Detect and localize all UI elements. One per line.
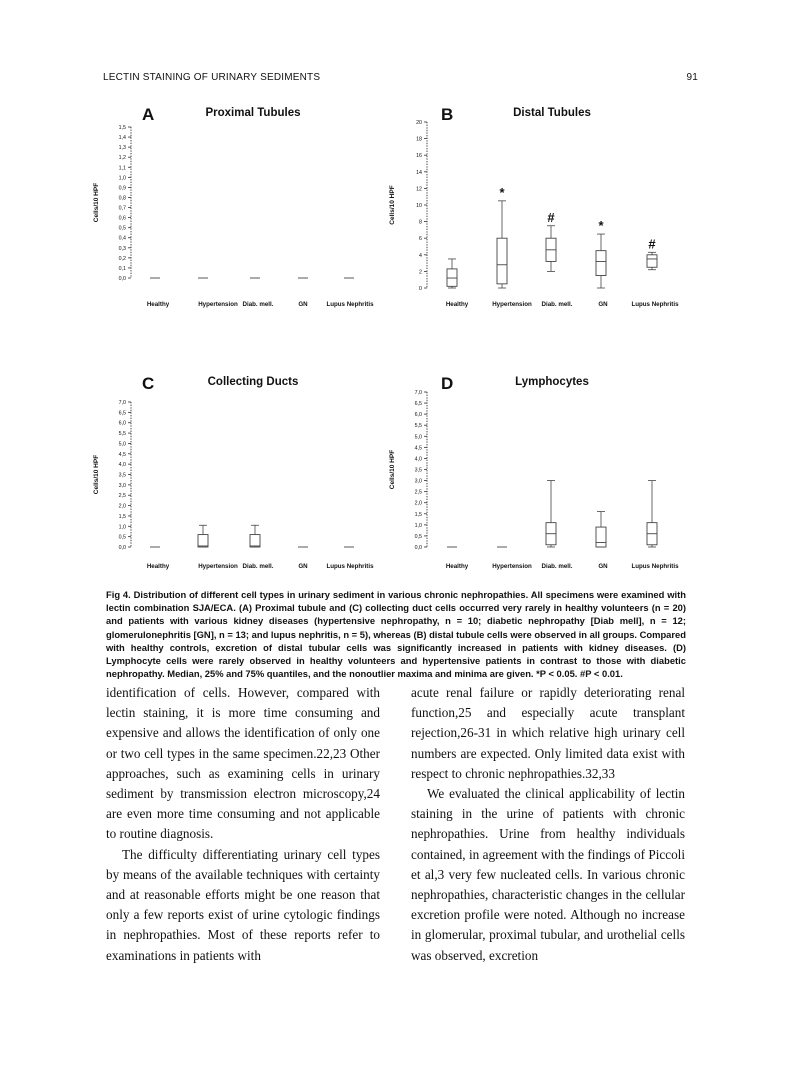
y-tick-label: 16 [416,153,422,160]
y-tick-label: 6,5 [118,410,126,417]
box-iqr [250,535,260,547]
y-tick-label: 1,0 [414,522,422,529]
box-iqr [596,527,606,547]
significance-mark: * [499,184,505,200]
x-category-label: Hypertension [198,301,238,308]
y-tick-label: 0,0 [118,276,126,282]
figure-caption: Fig 4. Distribution of different cell types in urinary sediment in various chronic nephropathies. All specimens were examined with lectin combination SJA/ECA. (A) Proximal tubule and (C) collecting duct cells occurred very rarely in healthy volunteers (n = 20) and patients with various kidney diseases (hypertensive nephropathy, n = 10; diabetic nephropathy [Diab mell], n = 12; glomerulonephritis [GN], n = 13; and lupus nephritis, n = 5), whereas (B) distal tubule cells were observed in all groups. Compared with healthy controls, excretion of distal tubular cells was significantly increased in patients with kidney diseases. (D) Lymphocyte cells were rarely observed in healthy volunteers and hypertensive patients in contrast to those with diabetic nephropathy. Median, 25% and 75% quantiles, and the nonoutlier maxima and minima are given. *P < 0.05. #P < 0.01. [106,589,686,680]
y-tick-label: 0,6 [118,215,126,222]
y-tick-label: 0,5 [118,225,126,232]
x-category-label: Healthy [146,301,170,308]
body-column-right [411,683,685,966]
y-tick-label: 6,0 [414,412,422,419]
y-axis-title: Cells/10 HPF [93,182,100,223]
y-tick-label: 8 [419,219,422,226]
y-axis-title: Cells/10 HPF [93,454,100,495]
y-tick-label: 0,9 [118,185,126,192]
x-category-label: Diab. mell. [541,563,573,570]
panel-title: Lymphocytes [515,376,589,388]
y-tick-label: 0,7 [118,205,126,212]
x-category-label: Diab. mell. [242,301,274,308]
y-tick-label: 1,5 [118,125,126,131]
y-tick-label: 4,5 [414,445,422,452]
y-tick-label: 1,1 [118,165,126,172]
y-tick-label: 0,5 [414,533,422,540]
y-tick-label: 2,5 [414,489,422,496]
y-tick-label: 0,0 [414,545,422,551]
x-category-label: Healthy [445,301,469,308]
y-tick-label: 3,0 [118,482,126,489]
running-head-title: LECTIN STAINING OF URINARY SEDIMENTS [103,72,321,83]
y-tick-label: 0,8 [118,195,126,202]
box-iqr [647,255,657,267]
page-number: 91 [686,72,698,83]
x-category-label: GN [598,563,608,570]
y-tick-label: 3,5 [414,467,422,474]
x-category-label: Diab. mell. [242,563,274,570]
y-tick-label: 3,5 [118,472,126,479]
box-iqr [596,251,606,276]
y-tick-label: 2 [419,269,422,276]
y-tick-label: 0,2 [118,255,126,262]
y-tick-label: 4,0 [118,462,126,469]
x-category-label: Hypertension [492,301,532,308]
panel-letter: A [142,105,155,124]
x-category-label: Lupus Nephritis [326,301,374,308]
panel-letter: C [142,374,155,393]
x-category-label: Lupus Nephritis [326,563,374,570]
y-tick-label: 4 [419,252,422,259]
significance-mark: # [648,236,656,252]
y-tick-label: 14 [416,169,422,176]
y-tick-label: 1,2 [118,155,126,162]
y-tick-label: 5,0 [118,441,126,448]
y-axis-title: Cells/10 HPF [389,449,396,490]
y-tick-label: 1,0 [118,524,126,531]
y-axis-title: Cells/10 HPF [389,185,396,225]
panel-letter: B [441,105,454,124]
y-tick-label: 2,5 [118,493,126,500]
body-column-left [106,683,380,966]
panel-title: Distal Tubules [513,107,591,119]
y-tick-label: 10 [416,203,422,209]
y-tick-label: 7,0 [414,390,422,396]
x-category-label: Lupus Nephritis [631,563,679,570]
y-tick-label: 1,4 [118,135,126,142]
y-tick-label: 0,4 [118,235,126,242]
body-paragraph: acute renal failure or rapidly deteriorating renal function,25 and especially acute transplant rejection,26-31 in which relative high urinary cell numbers are expected. Only limited data exist with respect to chronic nephropathies.32,33 [411,685,685,781]
y-tick-label: 5,5 [414,423,422,430]
y-tick-label: 18 [416,136,422,143]
figure-4 [0,92,788,570]
body-paragraph: We evaluated the clinical applicability of lectin staining in the urine of patients with chronic nephropathies. Urine from healthy individuals contained, in agreement with the findings of Piccoli et al,3 very few nucleated cells. In various chronic nephropathies, characteristic changes in the cellular excretion profile were noted. Although no increase in glomerular, proximal tubular, and urothelial cells was observed, excretion [411,786,685,963]
y-tick-label: 4,0 [414,456,422,463]
y-tick-label: 12 [416,186,422,193]
y-tick-label: 20 [416,120,422,126]
panel-title: Proximal Tubules [205,107,301,119]
panel-letter: D [441,374,454,393]
body-paragraph: The difficulty differentiating urinary cell types by means of the available techniques with certainty and at reasonable efforts might be one reason that only a few reports exist of urine cytologic findings in nephropathies. Most of these reports refer to examinations in patients with [106,846,380,963]
y-tick-label: 0,0 [118,545,126,551]
y-tick-label: 1,5 [414,511,422,518]
y-tick-label: 6,0 [118,420,126,427]
y-tick-label: 5,5 [118,431,126,438]
y-tick-label: 7,0 [118,400,126,406]
y-tick-label: 0 [419,286,422,292]
panel-title: Collecting Ducts [207,376,299,388]
x-category-label: Lupus Nephritis [631,301,679,308]
significance-mark: # [547,209,555,225]
x-category-label: Diab. mell. [541,301,573,308]
running-head [103,72,698,86]
x-category-label: Hypertension [198,563,238,570]
body-paragraph: identification of cells. However, compared with lectin staining, it is more time consuming and expensive and allows the identification of only one or two cell types in the same specimen.22,23 Other approaches, such as examining cells in urinary sediment by transmission electron microscopy,24 are even more time consuming and not applicable to routine diagnosis. [106,685,380,842]
x-category-label: GN [598,301,608,308]
y-tick-label: 0,3 [118,245,126,252]
y-tick-label: 5,0 [414,434,422,441]
x-category-label: GN [298,301,308,308]
y-tick-label: 2,0 [414,500,422,507]
x-category-label: Healthy [445,563,469,570]
y-tick-label: 1,5 [118,513,126,520]
y-tick-label: 6,5 [414,401,422,408]
y-tick-label: 2,0 [118,503,126,510]
significance-mark: * [598,218,604,234]
box-iqr [497,238,507,284]
y-tick-label: 6 [419,236,422,243]
y-tick-label: 4,5 [118,451,126,458]
x-category-label: Healthy [146,563,170,570]
x-category-label: GN [298,563,308,570]
y-tick-label: 1,0 [118,175,126,182]
box-iqr [198,535,208,547]
y-tick-label: 3,0 [414,478,422,485]
x-category-label: Hypertension [492,563,532,570]
y-tick-label: 0,1 [118,265,126,272]
y-tick-label: 1,3 [118,145,126,152]
y-tick-label: 0,5 [118,534,126,541]
